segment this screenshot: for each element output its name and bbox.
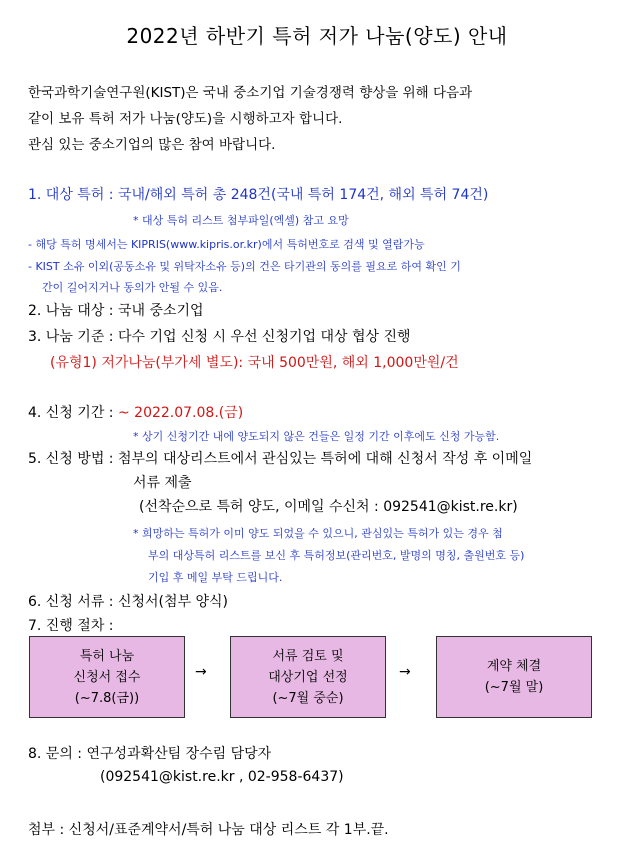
item3-criteria: 3. 나눔 기준 : 다수 기업 신청 시 우선 신청기업 대상 협상 진행: [28, 329, 411, 345]
page-title: 2022년 하반기 특허 저가 나눔(양도) 안내: [126, 24, 508, 48]
step-3-line-2: (~7월 말): [484, 680, 544, 695]
item3-price: (유형1) 저가나눔(부가세 별도): 국내 500만원, 해외 1,000만원/건: [50, 355, 459, 371]
step-box-application: [29, 636, 185, 718]
item2-target: 2. 나눔 대상 : 국내 중소기업: [28, 303, 204, 319]
step-3-line-1: 계약 체결: [486, 659, 542, 674]
step-1-line-3: (~7.8(금)): [74, 690, 140, 706]
intro-line-2: 같이 보유 특허 저가 나눔(양도)을 시행하고자 합니다.: [28, 111, 343, 127]
item1-bullet-ownership: - KIST 소유 이외(공동소유 및 위탁자소유 등)의 건은 타기관의 동의를 필요로 하여 확인 기: [28, 260, 461, 273]
item5-contact: (선착순으로 특허 양도, 이메일 수신처 : 092541@kist.re.kr): [139, 499, 518, 515]
item1-note: * 대상 특허 리스트 첨부파일(엑셀) 참고 요망: [133, 214, 349, 227]
step-1-line-1: 특허 나눔: [79, 648, 135, 664]
step-2-line-3: (~7월 중순): [272, 690, 344, 706]
arrow-icon: →: [399, 664, 411, 680]
item1-bullet-kipris: - 해당 특허 명세서는 KIPRIS(www.kipris.or.kr)에서 특허번호로 검색 및 열람가능: [28, 238, 425, 251]
item5-method: 5. 신청 방법 : 첨부의 대상리스트에서 관심있는 특허에 대해 신청서 작성 후 이메일: [28, 451, 533, 467]
item8-contact: (092541@kist.re.kr , 02-958-6437): [100, 769, 344, 785]
step-2-line-1: 서류 검토 및: [272, 648, 344, 664]
step-1-line-2: 신청서 접수: [73, 669, 141, 685]
attachment-note: 첨부 : 신청서/표준계약서/특허 나눔 대상 리스트 각 1부.끝.: [28, 822, 389, 838]
intro-line-1: 한국과학기술연구원(KIST)은 국내 중소기업 기술경쟁력 향상을 위해 다음과: [28, 85, 473, 101]
item8-inquiry: 8. 문의 : 연구성과확산팀 장수림 담당자: [28, 746, 272, 762]
item5-note-2: 부의 대상특허 리스트를 보신 후 특허정보(관리번호, 발명의 명칭, 출원번호 등): [148, 549, 525, 562]
item4-label: 4. 신청 기간 :: [28, 405, 118, 421]
item1-bullet-ownership-cont: 간이 길어지거나 동의가 안될 수 있음.: [42, 281, 223, 294]
intro-line-3: 관심 있는 중소기업의 많은 참여 바랍니다.: [28, 137, 276, 153]
step-box-contract: [436, 636, 592, 718]
item7-process: 7. 진행 절차 :: [28, 618, 114, 634]
item5-method-cont: 서류 제출: [133, 475, 192, 491]
step-2-line-2: 대상기업 선정: [268, 669, 348, 685]
step-box-review: [230, 636, 386, 718]
item4-date: ~ 2022.07.08.(금): [117, 405, 244, 421]
item4-note: * 상기 신청기간 내에 양도되지 않은 건들은 일정 기간 이후에도 신청 가능함.: [133, 430, 500, 443]
item1-target-patents: 1. 대상 특허 : 국내/해외 특허 총 248건(국내 특허 174건, 해외 특허 74건): [28, 187, 489, 203]
item4-period: [28, 402, 243, 422]
item6-documents: 6. 신청 서류 : 신청서(첨부 양식): [28, 594, 229, 610]
item5-note-3: 기입 후 메일 부탁 드립니다.: [148, 571, 283, 584]
arrow-icon: →: [195, 664, 207, 680]
item5-note-1: * 희망하는 특허가 이미 양도 되었을 수 있으니, 관심있는 특허가 있는 경우 첨: [133, 527, 503, 540]
